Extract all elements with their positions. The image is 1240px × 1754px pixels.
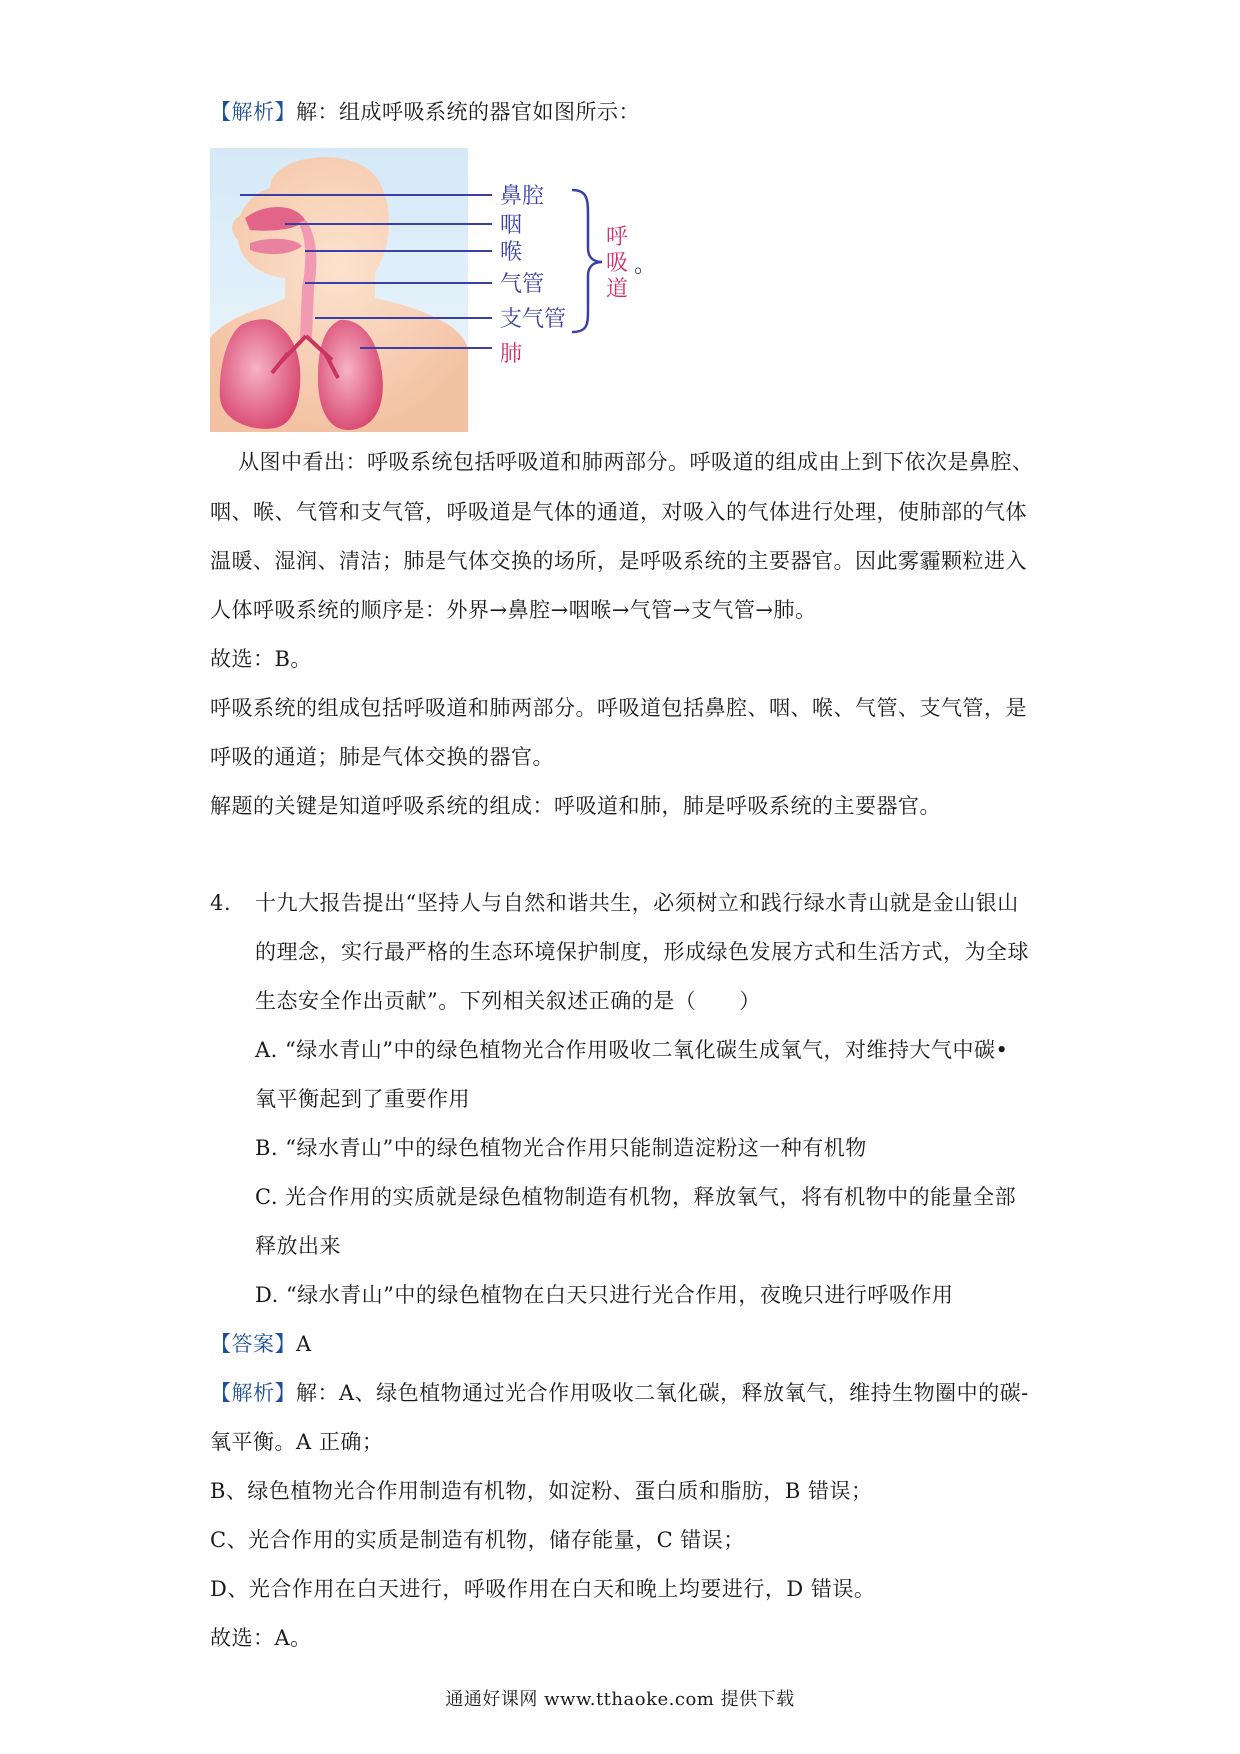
label-respiratory-tract: 呼 吸 道	[606, 224, 629, 301]
analysis-heading	[210, 97, 640, 127]
paragraph-3: 解题的关键是知道呼吸系统的组成：呼吸道和肺，肺是呼吸系统的主要器官。	[210, 794, 941, 818]
answer-tag: 【答案】	[210, 1332, 296, 1356]
option-a-line-2: 氧平衡起到了重要作用	[255, 1087, 470, 1111]
analysis-line-3: B、绿色植物光合作用制造有机物，如淀粉、蛋白质和脂肪，B 错误；	[210, 1479, 873, 1503]
option-d: D. “绿水青山”中的绿色植物在白天只进行光合作用，夜晚只进行呼吸作用	[255, 1283, 954, 1307]
footer-source: 通通好课网 www.tthaoke.com 提供下载	[445, 1689, 795, 1710]
label-larynx: 喉	[500, 239, 523, 264]
paragraph-1-line-2: 咽、喉、气管和支气管，呼吸道是气体的通道，对吸入的气体进行处理，使肺部的气体	[210, 500, 1027, 524]
analysis-line-6: 故选：A。	[210, 1626, 312, 1650]
brace-icon	[572, 190, 602, 332]
analysis-text-1: 解：A、绿色植物通过光合作用吸收二氧化碳，释放氧气，维持生物圈中的碳-	[296, 1381, 1029, 1405]
question-stem-line-3: 生态安全作出贡献”。下列相关叙述正确的是（ ）	[255, 989, 761, 1013]
paragraph-2-line-1: 呼吸系统的组成包括呼吸道和肺两部分。呼吸道包括鼻腔、咽、喉、气管、支气管，是	[210, 696, 1027, 720]
option-a-line-1: A. “绿水青山”中的绿色植物光合作用吸收二氧化碳生成氧气，对维持大气中碳•	[255, 1038, 1009, 1062]
analysis-line-4: C、光合作用的实质是制造有机物，储存能量，C 错误；	[210, 1528, 745, 1552]
paragraph-1-line-1: 从图中看出：呼吸系统包括呼吸道和肺两部分。呼吸道的组成由上到下依次是鼻腔、	[238, 450, 1034, 474]
paragraph-2-line-2: 呼吸的通道；肺是气体交换的器官。	[210, 745, 554, 769]
paragraph-1-line-3: 温暖、湿润、清洁；肺是气体交换的场所，是呼吸系统的主要器官。因此雾霾颗粒进入	[210, 549, 1027, 573]
analysis-intro: 解：组成呼吸系统的器官如图所示：	[296, 100, 640, 124]
label-trachea: 气管	[500, 271, 545, 296]
label-pharynx: 咽	[500, 212, 523, 237]
option-c-line-2: 释放出来	[255, 1234, 341, 1258]
question-stem-line-1: 十九大报告提出“坚持人与自然和谐共生，必须树立和践行绿水青山就是金山银山	[255, 891, 1019, 915]
question-number: 4.	[210, 891, 232, 915]
analysis-tag: 【解析】	[210, 100, 296, 124]
choice-line: 故选：B。	[210, 647, 312, 671]
answer-line	[210, 1329, 312, 1359]
answer-value: A	[296, 1332, 312, 1356]
analysis-line-2: 氧平衡。A 正确；	[210, 1430, 384, 1454]
respiratory-system-figure	[210, 148, 700, 432]
analysis-line-5: D、光合作用在白天进行，呼吸作用在白天和晚上均要进行，D 错误。	[210, 1577, 876, 1601]
option-c-line-1: C. 光合作用的实质就是绿色植物制造有机物，释放氧气，将有机物中的能量全部	[255, 1185, 1017, 1209]
option-b: B. “绿水青山”中的绿色植物光合作用只能制造淀粉这一种有机物	[255, 1136, 867, 1160]
label-lung: 肺	[500, 341, 523, 366]
analysis-line-1	[210, 1378, 1029, 1408]
paragraph-1-line-4: 人体呼吸系统的顺序是：外界→鼻腔→咽喉→气管→支气管→肺。	[210, 598, 817, 622]
figure-trailing-mark: 。	[634, 252, 657, 277]
question-stem-line-2: 的理念，实行最严格的生态环境保护制度，形成绿色发展方式和生活方式，为全球	[255, 940, 1029, 964]
analysis-tag-2: 【解析】	[210, 1381, 296, 1405]
label-bronchus: 支气管	[500, 306, 567, 331]
label-nasal-cavity: 鼻腔	[500, 183, 545, 208]
